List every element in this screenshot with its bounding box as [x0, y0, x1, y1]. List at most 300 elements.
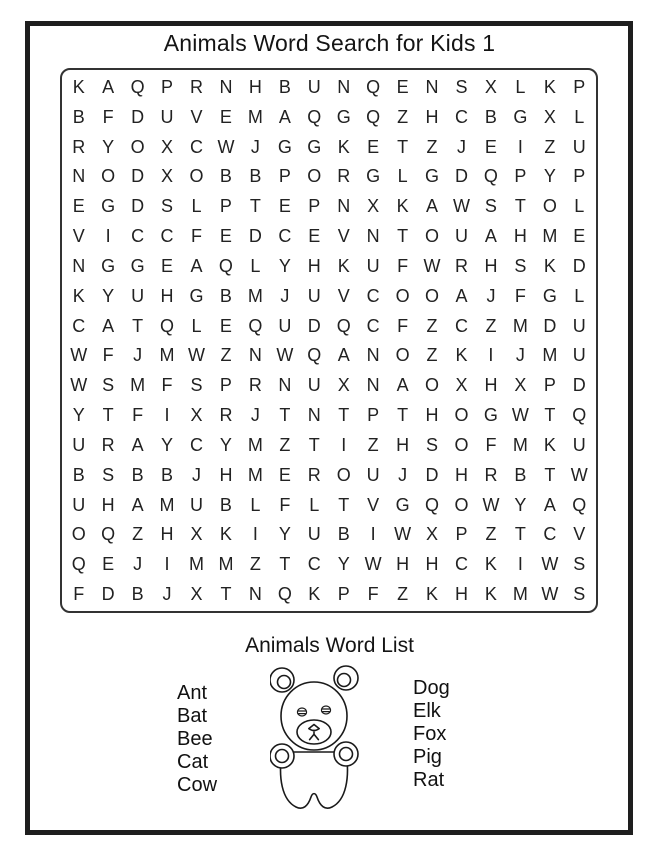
grid-letter: U: [307, 285, 321, 306]
grid-letter: X: [543, 106, 556, 127]
grid-letter: B: [249, 166, 262, 187]
page-title: Animals Word Search for Kids 1: [163, 30, 496, 56]
grid-letter: S: [102, 375, 115, 396]
grid-letter: U: [307, 524, 321, 545]
grid-letter: D: [307, 315, 321, 336]
grid-letter: A: [455, 285, 468, 306]
grid-letter: P: [455, 524, 468, 545]
grid-letter: Z: [485, 524, 497, 545]
grid-letter: R: [101, 434, 115, 455]
grid-letter: H: [484, 375, 498, 396]
grid-letter: G: [101, 196, 116, 217]
grid-letter: M: [542, 226, 558, 247]
grid-letter: X: [484, 76, 497, 97]
grid-letter: Z: [426, 136, 438, 157]
grid-letter: H: [248, 76, 262, 97]
grid-letter: N: [248, 584, 262, 605]
word-item: Rat: [413, 769, 445, 791]
grid-letter: Y: [278, 255, 291, 276]
grid-letter: G: [483, 405, 498, 426]
grid-letter: N: [366, 345, 380, 366]
grid-letter: M: [188, 554, 204, 575]
word-item: Bat: [177, 705, 208, 727]
grid-letter: P: [514, 166, 527, 187]
grid-letter: E: [308, 226, 321, 247]
grid-letter: X: [514, 375, 527, 396]
grid-letter: H: [513, 226, 527, 247]
grid-letter: U: [572, 136, 586, 157]
grid-letter: A: [102, 315, 115, 336]
grid-letter: S: [161, 196, 174, 217]
grid-letter: V: [573, 524, 586, 545]
grid-letter: P: [219, 196, 232, 217]
grid-letter: B: [131, 464, 144, 485]
grid-letter: Z: [220, 345, 232, 366]
grid-letter: R: [307, 464, 321, 485]
grid-letter: D: [572, 375, 586, 396]
bear-right-eye: [321, 706, 330, 714]
grid-letter: U: [366, 464, 380, 485]
grid-letter: H: [454, 464, 468, 485]
grid-letter: W: [276, 345, 294, 366]
grid-letter: X: [190, 524, 203, 545]
grid-letter: U: [572, 315, 586, 336]
grid-letter: D: [425, 464, 439, 485]
grid-letter: K: [337, 136, 350, 157]
grid-letter: L: [574, 106, 585, 127]
grid-letter: X: [455, 375, 468, 396]
grid-letter: C: [366, 315, 380, 336]
grid-letter: B: [131, 584, 144, 605]
grid-letter: O: [425, 375, 440, 396]
word-item: Elk: [413, 700, 441, 722]
grid-letter: F: [190, 226, 202, 247]
grid-letter: M: [512, 434, 528, 455]
grid-letter: L: [191, 196, 202, 217]
grid-letter: N: [72, 166, 86, 187]
grid-letter: T: [397, 136, 409, 157]
grid-letter: T: [308, 434, 320, 455]
grid-letter: Y: [102, 285, 115, 306]
grid-letter: U: [131, 285, 145, 306]
grid-letter: T: [514, 524, 526, 545]
grid-letter: V: [72, 226, 85, 247]
grid-letter: C: [131, 226, 145, 247]
grid-letter: F: [397, 315, 409, 336]
grid-letter: B: [278, 76, 291, 97]
grid-letter: W: [570, 464, 588, 485]
grid-letter: I: [341, 434, 347, 455]
grid-letter: A: [337, 345, 350, 366]
grid-letter: R: [248, 375, 262, 396]
grid-letter: J: [398, 464, 408, 485]
grid-letter: E: [219, 226, 232, 247]
grid-letter: K: [219, 524, 232, 545]
grid-letter: Q: [130, 76, 145, 97]
grid-letter: G: [277, 136, 292, 157]
teddy-bear-illustration: [270, 665, 368, 817]
grid-letter: M: [247, 285, 263, 306]
grid-letter: W: [70, 345, 88, 366]
grid-letter: Y: [543, 166, 556, 187]
grid-letter: C: [278, 226, 292, 247]
grid-letter: M: [159, 494, 175, 515]
bear-right-paw-pad: [340, 748, 353, 761]
grid-letter: A: [278, 106, 291, 127]
grid-letter: J: [250, 136, 260, 157]
grid-letter: D: [454, 166, 468, 187]
grid-letter: O: [454, 494, 469, 515]
grid-letter: L: [515, 76, 526, 97]
grid-letter: F: [73, 584, 85, 605]
grid-letter: Y: [337, 554, 350, 575]
grid-letter: M: [247, 106, 263, 127]
grid-letter: P: [337, 584, 350, 605]
grid-letter: K: [426, 584, 439, 605]
grid-letter: T: [220, 584, 232, 605]
grid-letter: I: [252, 524, 258, 545]
bear-right-inner-ear: [338, 674, 351, 687]
grid-letter: D: [131, 106, 145, 127]
grid-letter: U: [572, 345, 586, 366]
grid-letter: N: [219, 76, 233, 97]
grid-letter: A: [396, 375, 409, 396]
grid-letter: I: [105, 226, 111, 247]
grid-letter: T: [279, 554, 291, 575]
grid-letter: N: [337, 76, 351, 97]
bear-left-paw-pad: [276, 750, 289, 763]
grid-letter: Y: [161, 434, 174, 455]
grid-letter: E: [367, 136, 380, 157]
grid-letter: H: [454, 584, 468, 605]
grid-letter: W: [217, 136, 235, 157]
grid-letter: R: [484, 464, 498, 485]
grid-letter: H: [425, 554, 439, 575]
grid-letter: Y: [102, 136, 115, 157]
grid-letter: C: [307, 554, 321, 575]
grid-letter: Z: [426, 315, 438, 336]
word-item: Bee: [177, 728, 213, 750]
grid-letter: D: [101, 584, 115, 605]
grid-letter: S: [573, 584, 586, 605]
word-item: Dog: [413, 677, 450, 699]
grid-letter: L: [309, 494, 320, 515]
grid-letter: K: [484, 584, 497, 605]
word-item: Pig: [413, 746, 442, 768]
grid-letter: F: [514, 285, 526, 306]
grid-letter: H: [396, 554, 410, 575]
grid-letter: L: [191, 315, 202, 336]
grid-letter: P: [573, 166, 586, 187]
grid-letter: R: [337, 166, 351, 187]
grid-letter: T: [338, 494, 350, 515]
grid-letter: Q: [307, 106, 322, 127]
grid-letter: Q: [366, 76, 381, 97]
grid-letter: Q: [366, 106, 381, 127]
grid-letter: H: [425, 106, 439, 127]
grid-letter: Q: [307, 345, 322, 366]
grid-letter: X: [337, 375, 350, 396]
word-item: Ant: [177, 682, 208, 704]
grid-letter: E: [573, 226, 586, 247]
bear-left-eye: [297, 708, 306, 716]
grid-letter: W: [452, 196, 470, 217]
grid-letter: O: [454, 405, 469, 426]
grid-letter: K: [543, 434, 556, 455]
grid-letter: U: [72, 434, 86, 455]
grid-letter: L: [397, 166, 408, 187]
grid-letter: G: [189, 285, 204, 306]
grid-letter: B: [161, 464, 174, 485]
grid-letter: J: [133, 554, 143, 575]
grid-letter: Q: [248, 315, 263, 336]
grid-letter: T: [102, 405, 114, 426]
grid-letter: H: [307, 255, 321, 276]
grid-letter: W: [364, 554, 382, 575]
grid-letter: N: [72, 255, 86, 276]
grid-letter: N: [366, 375, 380, 396]
grid-letter: K: [484, 554, 497, 575]
grid-letter: H: [160, 524, 174, 545]
grid-letter: V: [337, 285, 350, 306]
grid-letter: B: [337, 524, 350, 545]
grid-letter: V: [190, 106, 203, 127]
grid-letter: P: [543, 375, 556, 396]
grid-letter: Y: [278, 524, 291, 545]
grid-letter: F: [367, 584, 379, 605]
grid-letter: X: [190, 584, 203, 605]
grid-letter: V: [367, 494, 380, 515]
grid-letter: O: [425, 285, 440, 306]
grid-letter: H: [101, 494, 115, 515]
grid-letter: A: [131, 434, 144, 455]
grid-letter: X: [161, 166, 174, 187]
grid-letter: Z: [249, 554, 261, 575]
grid-letter: O: [542, 196, 557, 217]
grid-letter: Q: [101, 524, 116, 545]
grid-letter: K: [455, 345, 468, 366]
grid-letter: X: [367, 196, 380, 217]
grid-letter: B: [219, 166, 232, 187]
grid-letter: L: [250, 255, 261, 276]
grid-letter: T: [249, 196, 261, 217]
grid-letter: U: [572, 434, 586, 455]
grid-letter: R: [219, 405, 233, 426]
grid-letter: X: [161, 136, 174, 157]
grid-letter: H: [484, 255, 498, 276]
grid-letter: T: [279, 405, 291, 426]
grid-letter: Z: [485, 315, 497, 336]
grid-letter: G: [425, 166, 440, 187]
grid-letter: F: [132, 405, 144, 426]
grid-letter: Z: [132, 524, 144, 545]
grid-letter: C: [543, 524, 557, 545]
grid-letter: U: [160, 106, 174, 127]
grid-letter: E: [72, 196, 85, 217]
grid-letter: M: [512, 315, 528, 336]
grid-letter: G: [513, 106, 528, 127]
grid-letter: Q: [483, 166, 498, 187]
grid-letter: Y: [72, 405, 85, 426]
grid-letter: E: [219, 315, 232, 336]
grid-letter: P: [573, 76, 586, 97]
grid-letter: U: [307, 375, 321, 396]
grid-letter: U: [307, 76, 321, 97]
grid-letter: J: [250, 405, 260, 426]
grid-letter: F: [102, 106, 114, 127]
grid-letter: Z: [279, 434, 291, 455]
grid-letter: O: [189, 166, 204, 187]
grid-letter: U: [72, 494, 86, 515]
grid-letter: U: [278, 315, 292, 336]
grid-letter: U: [454, 226, 468, 247]
grid-letter: L: [250, 494, 261, 515]
grid-letter: Q: [425, 494, 440, 515]
grid-letter: Z: [397, 106, 409, 127]
grid-letter: E: [484, 136, 497, 157]
grid-letter: Q: [160, 315, 175, 336]
grid-letter: W: [70, 375, 88, 396]
grid-letter: U: [189, 494, 203, 515]
grid-letter: M: [218, 554, 234, 575]
grid-letter: B: [514, 464, 527, 485]
grid-letter: B: [219, 494, 232, 515]
grid-letter: H: [396, 434, 410, 455]
grid-letter: A: [543, 494, 556, 515]
grid-letter: Q: [336, 315, 351, 336]
grid-letter: G: [366, 166, 381, 187]
grid-letter: R: [72, 136, 86, 157]
grid-letter: B: [72, 106, 85, 127]
grid-letter: P: [278, 166, 291, 187]
grid-letter: G: [307, 136, 322, 157]
grid-letter: Z: [397, 584, 409, 605]
grid-letter: G: [336, 106, 351, 127]
grid-letter: X: [426, 524, 439, 545]
grid-letter: L: [574, 285, 585, 306]
grid-letter: W: [511, 405, 529, 426]
grid-letter: P: [219, 375, 232, 396]
grid-letter: W: [187, 345, 205, 366]
grid-letter: A: [426, 196, 439, 217]
grid-letter: E: [102, 554, 115, 575]
grid-letter: O: [425, 226, 440, 247]
grid-letter: B: [219, 285, 232, 306]
grid-letter: F: [485, 434, 497, 455]
grid-letter: I: [488, 345, 494, 366]
grid-letter: O: [336, 464, 351, 485]
word-item: Fox: [413, 723, 447, 745]
grid-letter: D: [248, 226, 262, 247]
bear-left-inner-ear: [278, 676, 291, 689]
grid-letter: W: [394, 524, 412, 545]
grid-letter: Z: [367, 434, 379, 455]
grid-letter: A: [190, 255, 203, 276]
grid-letter: K: [543, 76, 556, 97]
grid-letter: P: [308, 196, 321, 217]
grid-letter: R: [189, 76, 203, 97]
grid-letter: C: [189, 136, 203, 157]
grid-letter: W: [423, 255, 441, 276]
grid-letter: B: [72, 464, 85, 485]
word-list-right-column: [413, 677, 450, 792]
grid-letter: F: [397, 255, 409, 276]
grid-letter: B: [484, 106, 497, 127]
grid-letter: P: [367, 405, 380, 426]
grid-letter: I: [517, 136, 523, 157]
grid-letter: T: [544, 464, 556, 485]
grid-letter: O: [395, 345, 410, 366]
grid-letter: J: [486, 285, 496, 306]
grid-letter: C: [454, 106, 468, 127]
grid-letter: A: [131, 494, 144, 515]
grid-letter: Y: [219, 434, 232, 455]
grid-letter: Z: [426, 345, 438, 366]
grid-letter: J: [191, 464, 201, 485]
grid-letter: F: [279, 494, 291, 515]
grid-letter: I: [370, 524, 376, 545]
grid-letter: J: [515, 345, 525, 366]
grid-letter: D: [543, 315, 557, 336]
grid-letter: M: [130, 375, 146, 396]
grid-letter: W: [541, 584, 559, 605]
grid-letter: K: [396, 196, 409, 217]
grid-letter: G: [130, 255, 145, 276]
grid-letter: N: [425, 76, 439, 97]
grid-letter: Q: [71, 554, 86, 575]
grid-letter: T: [132, 315, 144, 336]
grid-letter: O: [454, 434, 469, 455]
grid-letter: T: [514, 196, 526, 217]
grid-letter: F: [161, 375, 173, 396]
grid-letter: T: [397, 405, 409, 426]
grid-letter: A: [102, 76, 115, 97]
grid-letter: X: [190, 405, 203, 426]
grid-letter: C: [366, 285, 380, 306]
grid-letter: Q: [572, 405, 587, 426]
grid-letter: P: [161, 76, 174, 97]
grid-letter: I: [164, 405, 170, 426]
grid-letter: M: [512, 584, 528, 605]
grid-letter: U: [366, 255, 380, 276]
grid-letter: Q: [218, 255, 233, 276]
grid-letter: D: [572, 255, 586, 276]
word-item: Cow: [177, 774, 218, 796]
grid-letter: E: [278, 464, 291, 485]
grid-letter: S: [426, 434, 439, 455]
grid-letter: Q: [572, 494, 587, 515]
grid-letter: Y: [514, 494, 527, 515]
grid-letter: I: [517, 554, 523, 575]
grid-letter: N: [307, 405, 321, 426]
grid-letter: H: [219, 464, 233, 485]
grid-letter: O: [71, 524, 86, 545]
grid-letter: M: [247, 434, 263, 455]
grid-letter: S: [455, 76, 468, 97]
grid-letter: S: [514, 255, 527, 276]
grid-letter: C: [160, 226, 174, 247]
word-list-title: Animals Word List: [245, 634, 414, 657]
grid-letter: C: [189, 434, 203, 455]
grid-letter: L: [574, 196, 585, 217]
grid-letter: M: [542, 345, 558, 366]
grid-letter: K: [72, 76, 85, 97]
grid-letter: J: [162, 584, 172, 605]
word-list-left-column: [177, 682, 217, 797]
grid-letter: O: [130, 136, 145, 157]
grid-letter: T: [544, 405, 556, 426]
grid-letter: E: [278, 196, 291, 217]
